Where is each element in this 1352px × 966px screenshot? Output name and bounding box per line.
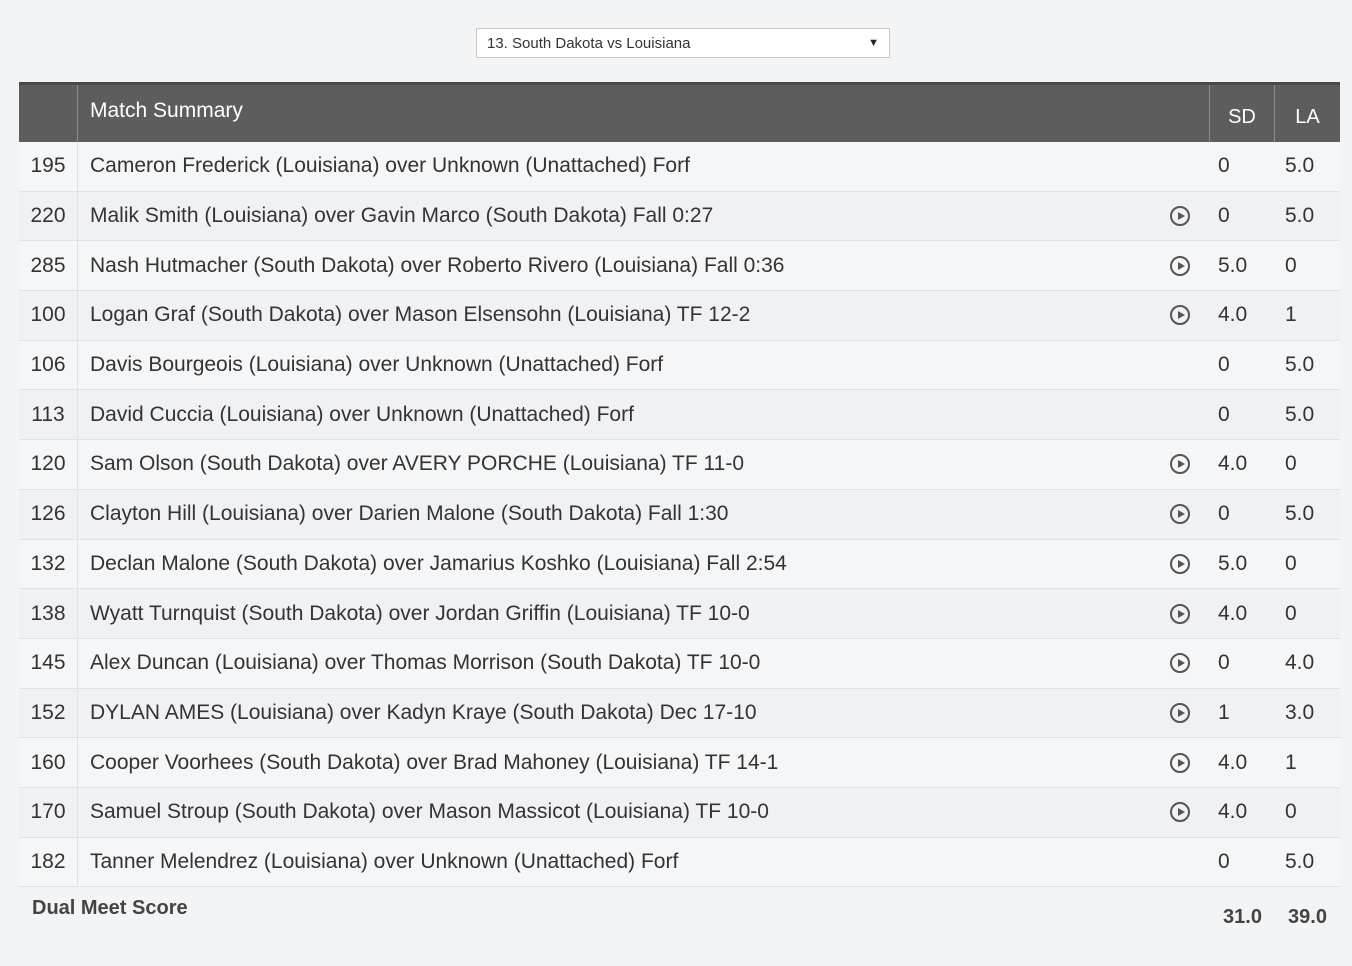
score-la: 0	[1285, 800, 1297, 824]
weight-class: 182	[19, 838, 78, 887]
score-sd: 5.0	[1218, 253, 1248, 277]
score-la: 0	[1285, 551, 1297, 575]
chevron-down-icon: ▼	[868, 37, 879, 49]
score-la: 0	[1285, 253, 1297, 277]
score-sd: 4.0	[1218, 601, 1248, 625]
header-title: Match Summary	[78, 85, 1210, 142]
play-circle-icon[interactable]	[1170, 305, 1190, 325]
play-circle-icon[interactable]	[1170, 653, 1190, 673]
video-cell	[1170, 653, 1210, 673]
video-cell	[1170, 802, 1210, 822]
score-la: 4.0	[1285, 651, 1315, 675]
table-row	[19, 738, 1340, 788]
weight-class: 220	[19, 192, 78, 241]
match-description: Sam Olson (South Dakota) over AVERY PORCHE (Louisiana) TF 11-0	[90, 452, 745, 476]
table-row	[19, 490, 1340, 540]
match-description: Clayton Hill (Louisiana) over Darien Malone (South Dakota) Fall 1:30	[90, 502, 729, 526]
dual-meet-score-la: 39.0	[1288, 905, 1327, 928]
weight-class: 195	[19, 142, 78, 191]
score-la: 5.0	[1285, 849, 1315, 873]
weight-class: 100	[19, 291, 78, 340]
video-cell	[1170, 256, 1210, 276]
match-description: Malik Smith (Louisiana) over Gavin Marco (South Dakota) Fall 0:27	[90, 204, 714, 228]
table-row	[19, 838, 1340, 888]
table-row	[19, 390, 1340, 440]
play-circle-icon[interactable]	[1170, 703, 1190, 723]
match-description: DYLAN AMES (Louisiana) over Kadyn Kraye (South Dakota) Dec 17-10	[90, 700, 757, 724]
score-sd: 0	[1218, 402, 1230, 426]
score-la: 5.0	[1285, 154, 1315, 178]
play-circle-icon[interactable]	[1170, 504, 1190, 524]
match-description: David Cuccia (Louisiana) over Unknown (Unattached) Forf	[90, 402, 634, 426]
match-description: Cameron Frederick (Louisiana) over Unknown (Unattached) Forf	[90, 154, 690, 178]
play-circle-icon[interactable]	[1170, 206, 1190, 226]
table-header	[19, 82, 1340, 142]
score-sd: 4.0	[1218, 303, 1248, 327]
score-sd: 0	[1218, 502, 1230, 526]
table-row	[19, 589, 1340, 639]
score-sd: 5.0	[1218, 551, 1248, 575]
match-description: Logan Graf (South Dakota) over Mason Elsensohn (Louisiana) TF 12-2	[90, 303, 751, 327]
table-row	[19, 639, 1340, 689]
score-la: 5.0	[1285, 353, 1315, 377]
video-cell	[1170, 554, 1210, 574]
play-circle-icon[interactable]	[1170, 604, 1190, 624]
play-circle-icon[interactable]	[1170, 753, 1190, 773]
table-row	[19, 341, 1340, 391]
video-cell	[1170, 305, 1210, 325]
header-col-la: LA	[1295, 106, 1320, 128]
match-description: Declan Malone (South Dakota) over Jamarius Koshko (Louisiana) Fall 2:54	[90, 551, 787, 575]
header-col-sd: SD	[1210, 85, 1275, 142]
table-row	[19, 440, 1340, 490]
weight-class: 285	[19, 241, 78, 290]
score-la: 1	[1285, 750, 1297, 774]
score-sd: 0	[1218, 154, 1230, 178]
play-circle-icon[interactable]	[1170, 454, 1190, 474]
video-cell	[1170, 454, 1210, 474]
match-description: Davis Bourgeois (Louisiana) over Unknown (Unattached) Forf	[90, 353, 664, 377]
score-sd: 0	[1218, 651, 1230, 675]
table-row	[19, 540, 1340, 590]
match-select-value: 13. South Dakota vs Louisiana	[487, 34, 691, 52]
weight-class: 145	[19, 639, 78, 688]
score-la: 0	[1285, 601, 1297, 625]
dual-meet-score-row	[19, 887, 1340, 939]
score-la: 3.0	[1285, 700, 1315, 724]
score-la: 5.0	[1285, 502, 1315, 526]
table-row	[19, 291, 1340, 341]
match-description: Tanner Melendrez (Louisiana) over Unknown (Unattached) Forf	[90, 849, 679, 873]
match-description: Samuel Stroup (South Dakota) over Mason Massicot (Louisiana) TF 10-0	[90, 800, 769, 824]
weight-class: 132	[19, 540, 78, 589]
score-sd: 4.0	[1218, 452, 1248, 476]
dual-meet-score-label: Dual Meet Score	[32, 896, 188, 919]
video-cell	[1170, 753, 1210, 773]
weight-class: 138	[19, 589, 78, 638]
match-description: Wyatt Turnquist (South Dakota) over Jordan Griffin (Louisiana) TF 10-0	[90, 601, 750, 625]
score-la: 5.0	[1285, 402, 1315, 426]
weight-class: 170	[19, 788, 78, 837]
score-sd: 4.0	[1218, 800, 1248, 824]
play-circle-icon[interactable]	[1170, 802, 1190, 822]
play-circle-icon[interactable]	[1170, 554, 1190, 574]
score-sd: 1	[1218, 700, 1230, 724]
match-description: Cooper Voorhees (South Dakota) over Brad Mahoney (Louisiana) TF 14-1	[90, 750, 779, 774]
video-cell	[1170, 206, 1210, 226]
match-description: Alex Duncan (Louisiana) over Thomas Morrison (South Dakota) TF 10-0	[90, 651, 761, 675]
weight-class: 160	[19, 738, 78, 787]
video-cell	[1170, 703, 1210, 723]
header-weight-cell	[19, 85, 78, 142]
score-sd: 0	[1218, 353, 1230, 377]
score-sd: 4.0	[1218, 750, 1248, 774]
score-la: 1	[1285, 303, 1297, 327]
table-row	[19, 788, 1340, 838]
weight-class: 106	[19, 341, 78, 390]
table-row	[19, 689, 1340, 739]
score-la: 0	[1285, 452, 1297, 476]
table-row	[19, 241, 1340, 291]
video-cell	[1170, 604, 1210, 624]
match-rows	[19, 142, 1340, 887]
match-select-dropdown[interactable]	[476, 28, 890, 58]
play-circle-icon[interactable]	[1170, 256, 1190, 276]
score-sd: 0	[1218, 204, 1230, 228]
weight-class: 126	[19, 490, 78, 539]
weight-class: 120	[19, 440, 78, 489]
weight-class: 113	[19, 390, 78, 439]
score-sd: 0	[1218, 849, 1230, 873]
dual-meet-score-sd: 31.0	[1223, 905, 1262, 928]
table-row	[19, 192, 1340, 242]
score-la: 5.0	[1285, 204, 1315, 228]
video-cell	[1170, 504, 1210, 524]
match-summary-table	[19, 82, 1340, 939]
weight-class: 152	[19, 689, 78, 738]
match-description: Nash Hutmacher (South Dakota) over Roberto Rivero (Louisiana) Fall 0:36	[90, 253, 785, 277]
table-row	[19, 142, 1340, 192]
